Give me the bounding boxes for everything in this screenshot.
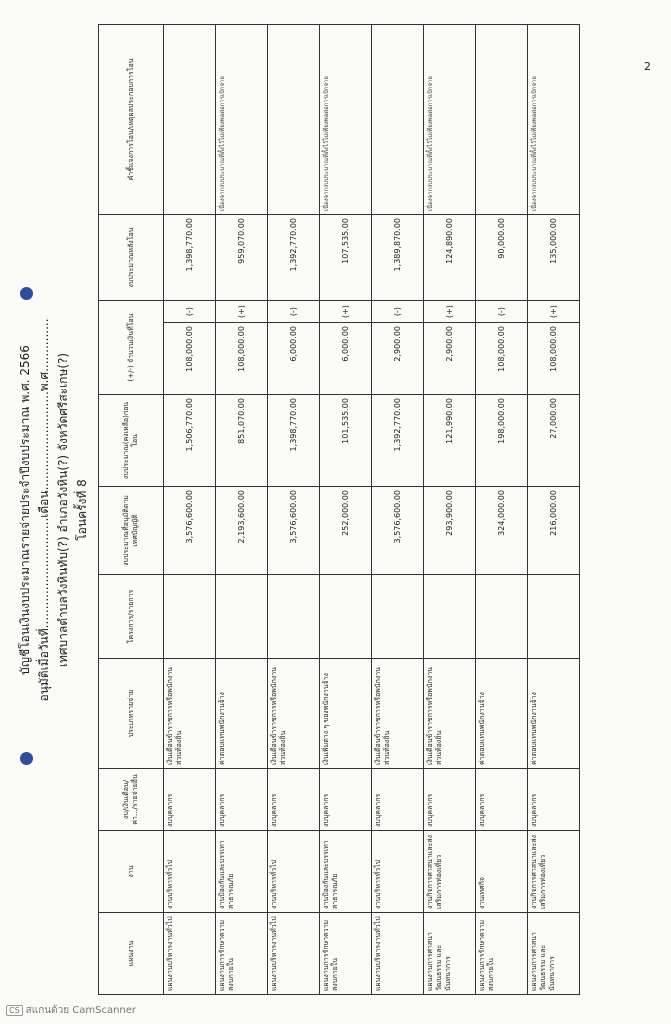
after-cell: 107,535.00 xyxy=(320,215,372,301)
transfer-table xyxy=(98,24,580,995)
note-cell: เนื่องจากงบประมาณที่ตั้งไว้ไม่เพียงพอต่อการเบิกจ่าย xyxy=(528,25,580,215)
org-line: เทศบาลตำบลวังหินทับ(?) อำเภอวังหิน(?) จังหวัดศรีสะเกษ(?) xyxy=(56,352,70,668)
col-header: แผนงาน xyxy=(99,913,164,995)
sign-cell: (-) xyxy=(268,301,320,323)
approved-cell: 293,900.00 xyxy=(424,487,476,575)
budget-cell: งบบุคลากร xyxy=(216,769,268,831)
after-cell: 1,398,770.00 xyxy=(164,215,216,301)
note-cell: เนื่องจากงบประมาณที่ตั้งไว้ไม่เพียงพอต่อการเบิกจ่าย xyxy=(320,25,372,215)
col-header: งบประมาณที่อนุมัติตามเทศบัญญัติ xyxy=(99,487,164,575)
type-cell: ค่าตอบแทนพนักงานจ้าง xyxy=(476,659,528,769)
table-row xyxy=(372,25,424,995)
budget-cell: งบบุคลากร xyxy=(372,769,424,831)
col-header: ประเภทรายจ่าย xyxy=(99,659,164,769)
plan-cell: แผนงานบริหารงานทั่วไป xyxy=(372,913,424,995)
budget-cell: งบบุคลากร xyxy=(528,769,580,831)
budget-cell: งบบุคลากร xyxy=(320,769,372,831)
note-cell xyxy=(476,25,528,215)
note-cell: เนื่องจากงบประมาณที่ตั้งไว้ไม่เพียงพอต่อการเบิกจ่าย xyxy=(216,25,268,215)
plan-cell: แผนงานการศาสนา วัฒนธรรม และนันทนาการ xyxy=(424,913,476,995)
col-header: (+/-) จำนวนเงินที่โอน xyxy=(99,301,164,395)
plan-cell: แผนงานการศาสนา วัฒนธรรม และนันทนาการ xyxy=(528,913,580,995)
amount-cell: 108,000.00 xyxy=(528,323,580,395)
work-cell: งานป้องกันและบรรเทาสาธารณภัย xyxy=(320,831,372,913)
type-cell: ค่าตอบแทนพนักงานจ้าง xyxy=(528,659,580,769)
table-row xyxy=(424,25,476,995)
budget-cell: งบบุคลากร xyxy=(268,769,320,831)
plan-cell: แผนงานการรักษาความสงบภายใน xyxy=(320,913,372,995)
approved-cell: 252,000.00 xyxy=(320,487,372,575)
document-header xyxy=(16,25,92,995)
amount-cell: 6,000.00 xyxy=(320,323,372,395)
budget-cell: งบบุคลากร xyxy=(476,769,528,831)
approved-cell: 2,193,600.00 xyxy=(216,487,268,575)
col-header: งบ/เงินเดือน/ค่า.../รายจ่ายอื่น xyxy=(99,769,164,831)
sign-cell: (+) xyxy=(424,301,476,323)
type-cell: ค่าตอบแทนพนักงานจ้าง xyxy=(216,659,268,769)
plan-cell: แผนงานการรักษาความสงบภายใน xyxy=(476,913,528,995)
approved-cell: 3,576,600.00 xyxy=(372,487,424,575)
project-cell xyxy=(164,575,216,659)
after-cell: 1,392,770.00 xyxy=(268,215,320,301)
before-cell: 1,398,770.00 xyxy=(268,395,320,487)
col-header: งบประมาณหลังโอน xyxy=(99,215,164,301)
before-cell: 198,000.00 xyxy=(476,395,528,487)
table-row xyxy=(268,25,320,995)
sign-cell: (-) xyxy=(164,301,216,323)
approved-cell: 216,000.00 xyxy=(528,487,580,575)
project-cell xyxy=(528,575,580,659)
table-row xyxy=(216,25,268,995)
after-cell: 959,070.00 xyxy=(216,215,268,301)
work-cell: งานกิจการศาสนาและส่งเสริมการท่องเที่ยว xyxy=(528,831,580,913)
sign-cell: (-) xyxy=(372,301,424,323)
budget-cell: งบบุคลากร xyxy=(424,769,476,831)
approval-line: อนุมัติเมื่อวันที่.............................เดือน..........................พ.ศ.............. xyxy=(37,318,51,702)
project-cell xyxy=(424,575,476,659)
before-cell: 101,535.00 xyxy=(320,395,372,487)
before-cell: 1,506,770.00 xyxy=(164,395,216,487)
project-cell xyxy=(372,575,424,659)
note-cell xyxy=(268,25,320,215)
sign-cell: (+) xyxy=(216,301,268,323)
work-cell: งานกิจการศาสนาและส่งเสริมการท่องเที่ยว xyxy=(424,831,476,913)
after-cell: 124,890.00 xyxy=(424,215,476,301)
approved-cell: 324,000.00 xyxy=(476,487,528,575)
after-cell: 135,000.00 xyxy=(528,215,580,301)
table-row xyxy=(528,25,580,995)
transfer-number: โอนครั้งที่ 8 xyxy=(75,479,89,541)
sign-cell: (-) xyxy=(476,301,528,323)
scanner-label: สแกนด้วย CamScanner xyxy=(25,1005,137,1016)
type-cell: เงินเพิ่มต่าง ๆ ของพนักงานจ้าง xyxy=(320,659,372,769)
before-cell: 121,990.00 xyxy=(424,395,476,487)
table-row xyxy=(164,25,216,995)
col-header: คำชี้แจงการโอน/เหตุผลประกอบการโอน xyxy=(99,25,164,215)
note-cell xyxy=(372,25,424,215)
note-cell xyxy=(164,25,216,215)
type-cell: เงินเดือนข้าราชการหรือพนักงานส่วนท้องถิ่น xyxy=(268,659,320,769)
before-cell: 27,000.00 xyxy=(528,395,580,487)
approved-cell: 3,576,600.00 xyxy=(268,487,320,575)
amount-cell: 6,000.00 xyxy=(268,323,320,395)
scanner-watermark xyxy=(6,1003,136,1018)
project-cell xyxy=(268,575,320,659)
page-number: 2 xyxy=(644,60,651,73)
amount-cell: 2,900.00 xyxy=(372,323,424,395)
sign-cell: (+) xyxy=(320,301,372,323)
after-cell: 90,000.00 xyxy=(476,215,528,301)
note-cell: เนื่องจากงบประมาณที่ตั้งไว้ไม่เพียงพอต่อการเบิกจ่าย xyxy=(424,25,476,215)
budget-cell: งบบุคลากร xyxy=(164,769,216,831)
work-cell: งานป้องกันและบรรเทาสาธารณภัย xyxy=(216,831,268,913)
before-cell: 1,392,770.00 xyxy=(372,395,424,487)
plan-cell: แผนงานการรักษาความสงบภายใน xyxy=(216,913,268,995)
plan-cell: แผนงานบริหารงานทั่วไป xyxy=(268,913,320,995)
type-cell: เงินเดือนข้าราชการหรือพนักงานส่วนท้องถิ่น xyxy=(164,659,216,769)
project-cell xyxy=(476,575,528,659)
after-cell: 1,389,870.00 xyxy=(372,215,424,301)
rotated-content xyxy=(8,15,648,1005)
approved-cell: 3,576,600.00 xyxy=(164,487,216,575)
amount-cell: 2,900.00 xyxy=(424,323,476,395)
project-cell xyxy=(216,575,268,659)
table-row xyxy=(476,25,528,995)
work-cell: งานเทศกิจ xyxy=(476,831,528,913)
camscanner-icon: CS xyxy=(6,1005,23,1016)
amount-cell: 108,000.00 xyxy=(476,323,528,395)
before-cell: 851,070.00 xyxy=(216,395,268,487)
type-cell: เงินเดือนข้าราชการหรือพนักงานส่วนท้องถิ่น xyxy=(372,659,424,769)
table-row xyxy=(320,25,372,995)
col-header: งาน xyxy=(99,831,164,913)
work-cell: งานบริหารทั่วไป xyxy=(268,831,320,913)
amount-cell: 108,000.00 xyxy=(164,323,216,395)
col-header: งบประมาณ(คงเหลือ)ก่อนโอน xyxy=(99,395,164,487)
doc-title: บัญชีโอนเงินงบประมาณรายจ่ายประจำปีงบประมาณ พ.ศ. 2566 xyxy=(18,345,32,675)
work-cell: งานบริหารทั่วไป xyxy=(164,831,216,913)
project-cell xyxy=(320,575,372,659)
col-header: โครงการ/รายการ xyxy=(99,575,164,659)
type-cell: เงินเดือนข้าราชการหรือพนักงานส่วนท้องถิ่น xyxy=(424,659,476,769)
sign-cell: (+) xyxy=(528,301,580,323)
table-header-row xyxy=(99,25,164,995)
work-cell: งานบริหารทั่วไป xyxy=(372,831,424,913)
plan-cell: แผนงานบริหารงานทั่วไป xyxy=(164,913,216,995)
amount-cell: 108,000.00 xyxy=(216,323,268,395)
